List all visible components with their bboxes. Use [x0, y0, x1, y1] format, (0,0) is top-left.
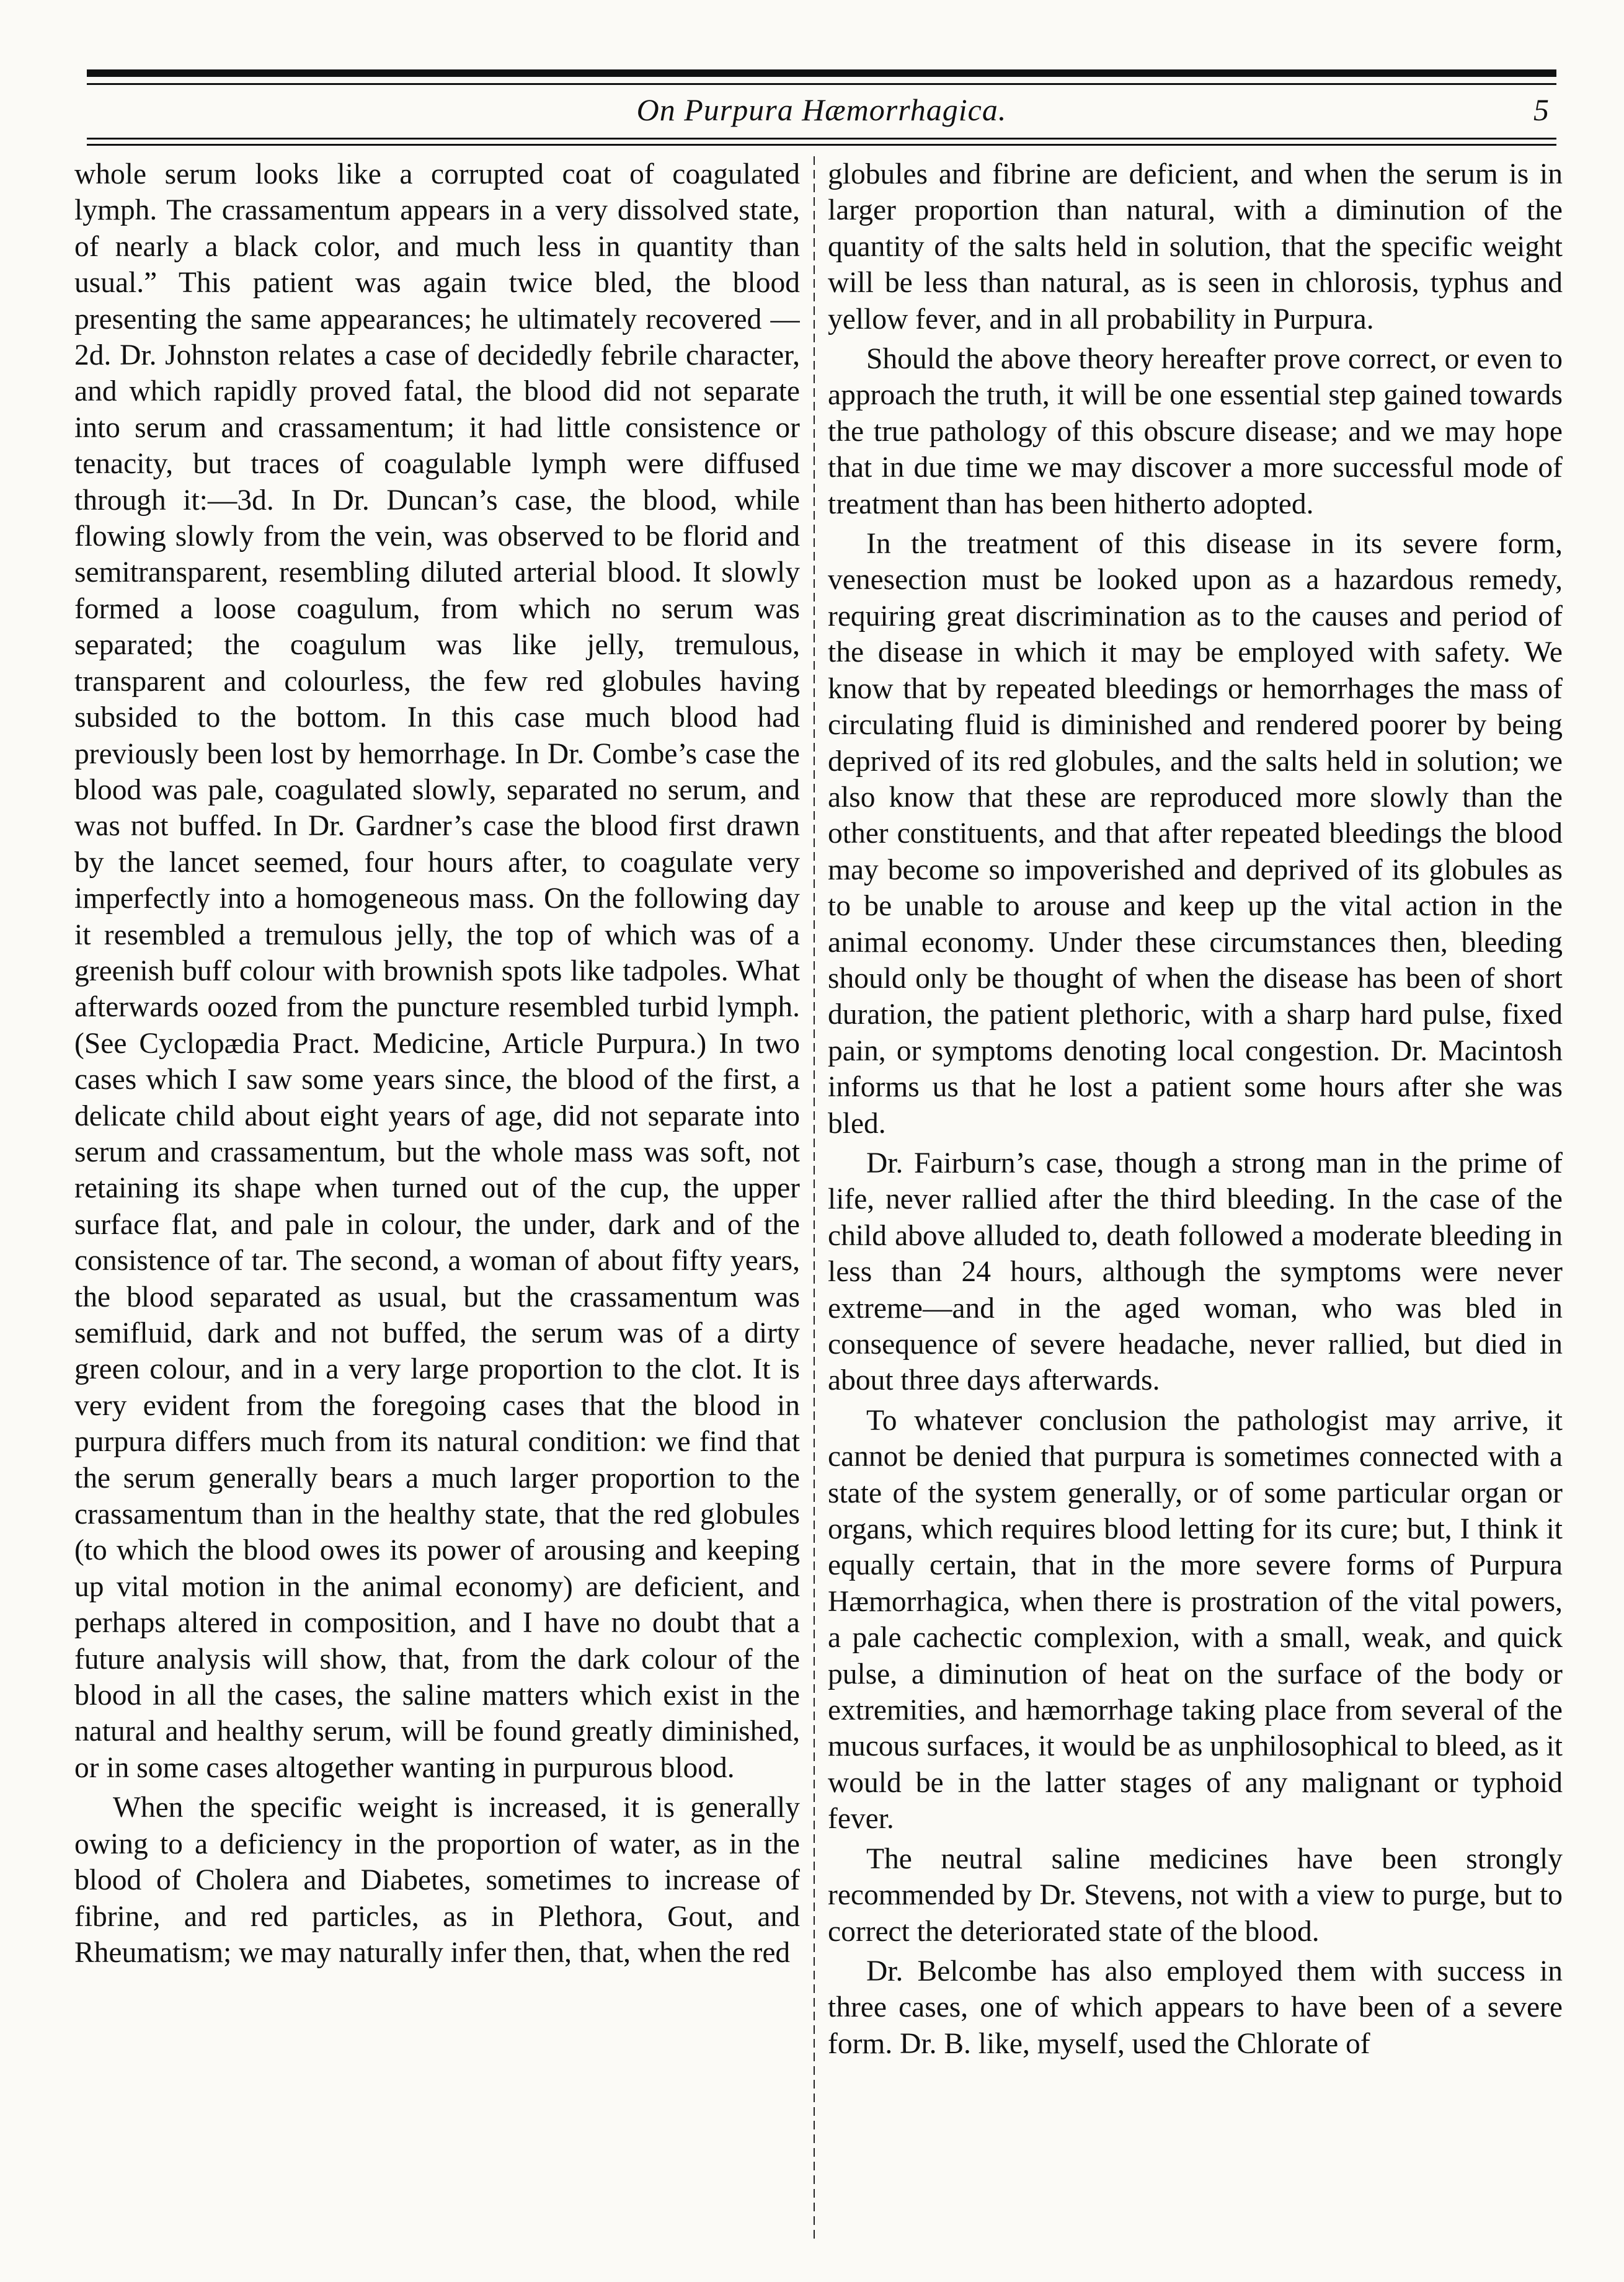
column-divider	[814, 156, 815, 2240]
left-paragraph-specific-weight: When the specific weight is increased, it is generally owing to a deficiency in the proportion of water, as in the blood of Cholera and Diabetes, sometimes to increase of fibrine, and red particles, as in Plethora, Gout, and Rheumatism; we may naturally infer then, that, when the red	[74, 1791, 800, 1969]
running-title: On Purpura Hæmorrhagica.	[636, 92, 1007, 127]
page-number: 5	[1533, 92, 1549, 127]
right-paragraph-fairburn: Dr. Fairburn’s case, though a strong man in the prime of life, never rallied after the third bleeding. In the case of the child above alluded to, death followed a moderate bleeding in less than 24 hours, although the symptoms were never extreme—and in the aged woman, who was bled in consequence of severe headache, never rallied, but died in about three days afterwards.	[828, 1147, 1563, 1397]
running-head	[87, 88, 1556, 136]
right-paragraph-continued: globules and fibrine are deficient, and when the serum is in larger proportion than natural, with a diminution of the quantity of the salts held in solution, that the specific weight will be less than natural, as is seen in chlorosis, typhus and yellow fever, and in all probability in Purpura.	[828, 158, 1563, 335]
header-rule-lower	[87, 138, 1556, 140]
right-paragraph-saline: The neutral saline medicines have been strongly recommended by Dr. Stevens, not with a view to purge, but to correct the deteriorated state of the blood.	[828, 1842, 1563, 1948]
left-paragraph-continued: whole serum looks like a corrupted coat of coagulated lymph. The crassamentum appears in a very dissolved state, of nearly a black color, and much less in quantity than usual.” This patient was again twice bled, the blood presenting the same appearances; he ultimately recovered —2d. Dr. Johnston relates a case of decidedly febrile character, and which rapidly proved fatal, the blood did not separate into serum and crassamentum; it had little consistence or tenacity, but traces of coagulable lymph were diffused through it:—3d. In Dr. Duncan’s case, the blood, while flowing slowly from the vein, was observed to be florid and semitransparent, resembling diluted arterial blood. It slowly formed a loose coagulum, from which no serum was separated; the coagulum was like jelly, tremulous, transparent and colourless, the few red globules having subsided to the bottom. In this case much blood had previously been lost by hemorrhage. In Dr. Combe’s case the blood was pale, coagulated slowly, separated no serum, and was not buffed. In Dr. Gardner’s case the blood first drawn by the lancet seemed, four hours after, to coagulate very imperfectly into a homogeneous mass. On the following day it resembled a tremulous jelly, the top of which was of a greenish buff colour with brownish spots like tadpoles. What afterwards oozed from the puncture resembled turbid lymph. (See Cyclopædia Pract. Medicine, Article Purpura.) In two cases which I saw some years since, the blood of the first, a delicate child about eight years of age, did not separate into serum and crassamentum, but the whole mass was soft, not retaining its shape when turned out of the cup, the upper surface flat, and pale in colour, the under, dark and of the consistence of tar. The second, a woman of about fifty years, the blood separated as usual, but the crassamentum was semifluid, dark and not buffed, the serum was of a dirty green colour, and in a very large proportion to the clot. It is very evident from the foregoing cases that the blood in purpura differs much from its natural condition: we find that the serum generally bears a much larger proportion to the crassamentum than in the healthy state, that the red globules (to which the blood owes its power of arousing and keeping up vital motion in the animal economy) are deficient, and perhaps altered in composition, and I have no doubt that a future analysis will show, that, from the dark colour of the blood in all the cases, the saline matters which exist in the natural and healthy serum, will be found greatly diminished, or in some cases altogether wanting in purpurous blood.	[74, 158, 800, 1784]
right-paragraph-treatment: In the treatment of this disease in its severe form, venesection must be looked upon as a hazardous remedy, requiring great discrimination as to the causes and period of the disease in which it may be employed with safety. We know that by repeated bleedings or hemorrhages the mass of circulating fluid is diminished and rendered poorer by being deprived of its red globules, and the salts held in solution; we also know that these are reproduced more slowly than the other constituents, and that after repeated bleedings the blood may become so impoverished and deprived of its globules as to be unable to arouse and keep up the vital action in the animal economy. Under these circumstances then, bleeding should only be thought of when the disease has been of short duration, the patient plethoric, with a sharp hard pulse, fixed pain, or symptoms denoting local congestion. Dr. Macintosh informs us that he lost a patient some hours after she was bled.	[828, 528, 1563, 1140]
header-rule-thin	[87, 83, 1556, 85]
right-paragraph-belcombe: Dr. Belcombe has also employed them with success in three cases, one of which appears to have been of a severe form. Dr. B. like, myself, used the Chlorate of	[828, 1955, 1563, 2060]
header-rule-thick	[87, 69, 1556, 77]
header-rule-lower-second	[87, 144, 1556, 146]
right-paragraph-conclusion: To whatever conclusion the pathologist may arrive, it cannot be denied that purpura is sometimes connected with a state of the system generally, or of some particular organ or organs, which requires blood letting for its cure; but, I think it equally certain, that in the more severe forms of Purpura Hæmorrhagica, when there is prostration of the vital powers, a pale cachectic complexion, with a small, weak, and quick pulse, a diminution of heat on the surface of the body or extremities, and hæmorrhage taking place from several of the mucous surfaces, it would be as unphilosophical to bleed, as it would be in the latter stages of any malignant or typhoid fever.	[828, 1404, 1563, 1836]
right-paragraph-theory: Should the above theory hereafter prove correct, or even to approach the truth, it will be one essential step gained towards the true pathology of this obscure disease; and we may hope that in due time we may discover a more successful mode of treatment than has been hitherto adopted.	[828, 343, 1563, 520]
right-column	[828, 156, 1563, 2227]
left-column	[74, 156, 800, 2227]
